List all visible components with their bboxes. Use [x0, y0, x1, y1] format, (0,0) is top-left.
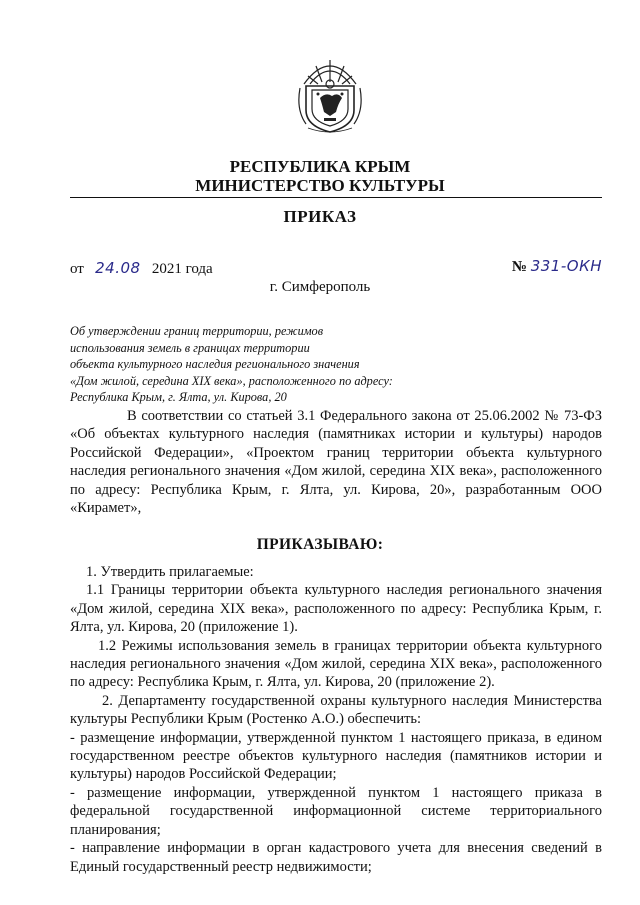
date-handwritten: 24.08	[95, 259, 141, 277]
date-year: 2021 года	[151, 261, 213, 277]
order-subject	[70, 323, 430, 406]
number-label: №	[511, 259, 527, 275]
item-1-2: 1.2 Режимы использования земель в границах территории объекта культурного наследия регионального значения «Дом жилой, середина XIX века», расположенного по адресу: Республика Крым, г. Ялта, ул. Кирова, 20 (приложение 2).	[70, 637, 602, 691]
republic-title: РЕСПУБЛИКА КРЫМ	[229, 157, 411, 176]
subject-line: Об утверждении границ территории, режимов	[70, 324, 324, 338]
order-items	[70, 563, 602, 876]
item-1: 1. Утвердить прилагаемые:	[86, 564, 254, 580]
document-type: ПРИКАЗ	[283, 207, 357, 226]
header-divider	[70, 197, 602, 198]
subject-line: объекта культурного наследия регионального значения	[70, 357, 360, 371]
item-2-bullet-2: - размещение информации, утвержденной пунктом 1 настоящего приказа в федеральной государственной информационной системе территориального планирования;	[70, 784, 602, 838]
preamble-paragraph: В соответствии со статьей 3.1 Федерального закона от 25.06.2002 № 73-ФЗ «Об объектах культурного наследия (памятниках истории и культуры) народов Российской Федерации», «Проектом границ территории объекта культурного наследия регионального значения «Дом жилой, середина XIX века», расположенного по адресу: Республика Крым, г. Ялта, ул. Кирова, 20», разработанным ООО «Кирамет»,	[70, 408, 602, 517]
number-handwritten: 331-ОКН	[530, 257, 602, 275]
date-prefix: от	[70, 261, 84, 277]
crimea-coat-of-arms-icon	[296, 54, 364, 136]
subject-line: Республика Крым, г. Ялта, ул. Кирова, 20	[70, 390, 287, 404]
order-number	[512, 257, 602, 276]
city: г. Симферополь	[269, 279, 371, 295]
item-1-1: 1.1 Границы территории объекта культурного наследия регионального значения «Дом жилой, середина XIX века», расположенного по адресу: Республика Крым, г. Ялта, ул. Кирова, 20 (приложение 1).	[70, 582, 602, 636]
subject-line: использования земель в границах территории	[70, 340, 310, 355]
ministry-title: МИНИСТЕРСТВО КУЛЬТУРЫ	[195, 176, 445, 195]
item-2: 2. Департаменту государственной охраны культурного наследия Министерства культуры Республики Крым (Ростенко А.О.) обеспечить:	[70, 692, 602, 728]
order-word: ПРИКАЗЫВАЮ:	[256, 536, 384, 553]
date-line	[70, 259, 213, 278]
subject-line: «Дом жилой, середина XIX века», расположенного по адресу:	[70, 373, 393, 388]
item-2-bullet-1: - размещение информации, утвержденной пунктом 1 настоящего приказа, в едином государственном реестре объектов культурного наследия (памятников истории и культуры) народов Российской Федерации;	[70, 729, 602, 783]
item-2-bullet-3: - направление информации в орган кадастрового учета для внесения сведений в Единый государственный реестр недвижимости;	[70, 840, 602, 875]
